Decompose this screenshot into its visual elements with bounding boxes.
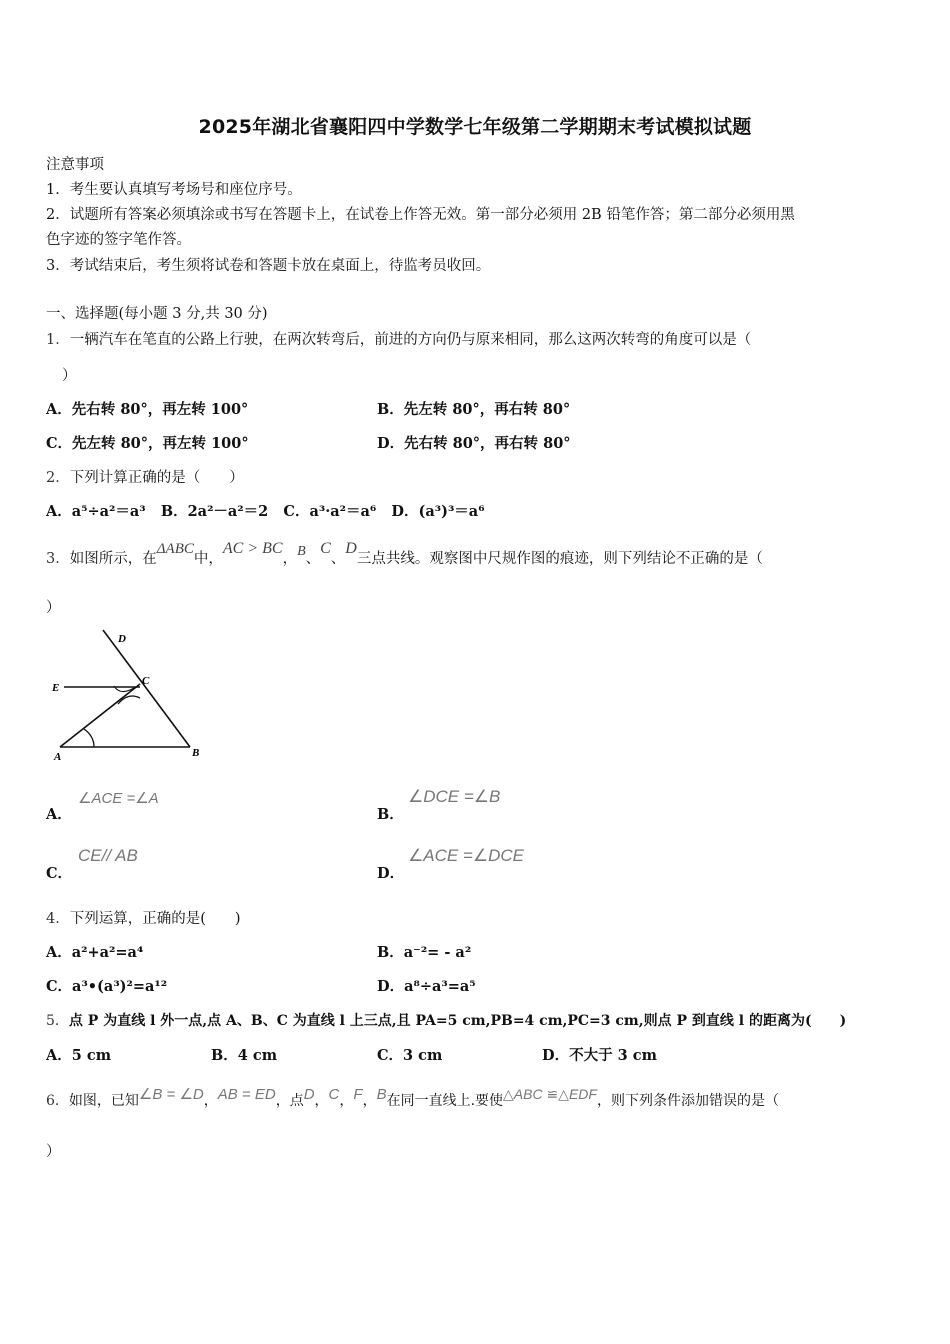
q3-option-b-label: B． xyxy=(377,806,404,823)
label-d: D xyxy=(118,633,126,645)
q4-option-a: A．a²+a²=a⁴ xyxy=(46,944,144,961)
q3-option-c-math: CE// AB xyxy=(78,846,138,865)
notice-item-3: 3．考试结束后，考生须将试卷和答题卡放在桌面上，待监考员收回。 xyxy=(46,258,491,274)
triangle-figure xyxy=(48,626,218,766)
q1-option-b: B．先左转 80°，再右转 80° xyxy=(377,401,571,418)
line-a-c xyxy=(60,684,140,747)
label-e: E xyxy=(52,682,60,694)
question-3-cont: ） xyxy=(46,600,61,616)
label-a: A xyxy=(54,751,62,763)
q5-option-d: D．不大于 3 cm xyxy=(542,1047,657,1064)
arc-at-a xyxy=(84,729,94,747)
q2-option-d: D．(a³)³＝a⁶ xyxy=(391,503,485,520)
notice-item-2: 2．试题所有答案必须填涂或书写在答题卡上，在试卷上作答无效。第一部分必须用 2B 铅笔作答；第二部分必须用黑 xyxy=(46,207,795,223)
question-5: 5．点 P 为直线 l 外一点,点 A、B、C 为直线 l 上三点,且 PA=5 cm,PB=4 cm,PC=3 cm,则点 P 到直线 l 的距离为( ) xyxy=(46,1013,847,1029)
label-b: B xyxy=(192,747,200,759)
question-text: 一辆汽车在笔直的公路上行驶，在两次转弯后，前进的方向仍与原来相同，那么这两次转弯的角度可以是（ xyxy=(69,332,752,348)
q2-option-a: A．a⁵÷a²＝a³ xyxy=(46,503,146,520)
q1-option-a: A．先右转 80°，再左转 100° xyxy=(46,401,249,418)
q3-option-d-label: D． xyxy=(377,865,405,882)
q5-option-a: A．5 cm xyxy=(46,1047,112,1064)
question-1-cont: ） xyxy=(62,368,77,384)
q5-option-b: B．4 cm xyxy=(211,1047,278,1064)
notice-item-2-cont: 色字迹的签字笔作答。 xyxy=(46,232,191,248)
q2-option-c: C．a³·a²＝a⁶ xyxy=(283,503,377,520)
q1-option-c: C．先左转 80°，再左转 100° xyxy=(46,435,249,452)
q4-option-c: C．a³•(a³)²=a¹² xyxy=(46,978,168,995)
q3-option-a-label: A． xyxy=(46,806,72,823)
question-3: 3．如图所示，在ΔABC中，AC > BC，B、C、D三点共线。观察图中尺规作图的痕迹，则下列结论不正确的是（ xyxy=(46,540,763,567)
q3-option-a-math: ∠ACE =∠A xyxy=(78,790,159,807)
q3-option-c-label: C． xyxy=(46,865,73,882)
question-1 xyxy=(46,328,751,349)
page-title: 2025年湖北省襄阳四中学数学七年级第二学期期末考试模拟试题 xyxy=(198,116,752,138)
label-c: C xyxy=(142,675,150,687)
q2-option-b: B．2a²－a²＝2 xyxy=(160,503,269,520)
question-number: 1． xyxy=(46,332,70,348)
q4-option-b: B．a⁻²= - a² xyxy=(377,944,472,961)
q2-options xyxy=(46,500,485,521)
q5-option-c: C．3 cm xyxy=(377,1047,443,1064)
q3-option-d-math: ∠ACE =∠DCE xyxy=(408,846,524,865)
question-2: 2．下列计算正确的是（ ） xyxy=(46,470,244,486)
q3-option-b-math: ∠DCE =∠B xyxy=(408,787,501,806)
question-4: 4．下列运算，正确的是( ) xyxy=(46,911,241,927)
section-heading: 一、选择题(每小题 3 分,共 30 分) xyxy=(46,306,268,322)
arc-at-c xyxy=(118,696,140,704)
q1-option-d: D．先右转 80°，再右转 80° xyxy=(377,435,571,452)
notice-item-1: 1．考生要认真填写考场号和座位序号。 xyxy=(46,182,302,198)
notice-heading: 注意事项 xyxy=(46,157,104,173)
q4-option-d: D．a⁸÷a³=a⁵ xyxy=(377,978,476,995)
question-6-cont: ） xyxy=(46,1144,61,1160)
question-6: 6．如图，已知∠B = ∠D，AB = ED，点D，C，F，B在同一直线上.要使△ABC ≌△EDF，则下列条件添加错误的是（ xyxy=(46,1086,779,1109)
